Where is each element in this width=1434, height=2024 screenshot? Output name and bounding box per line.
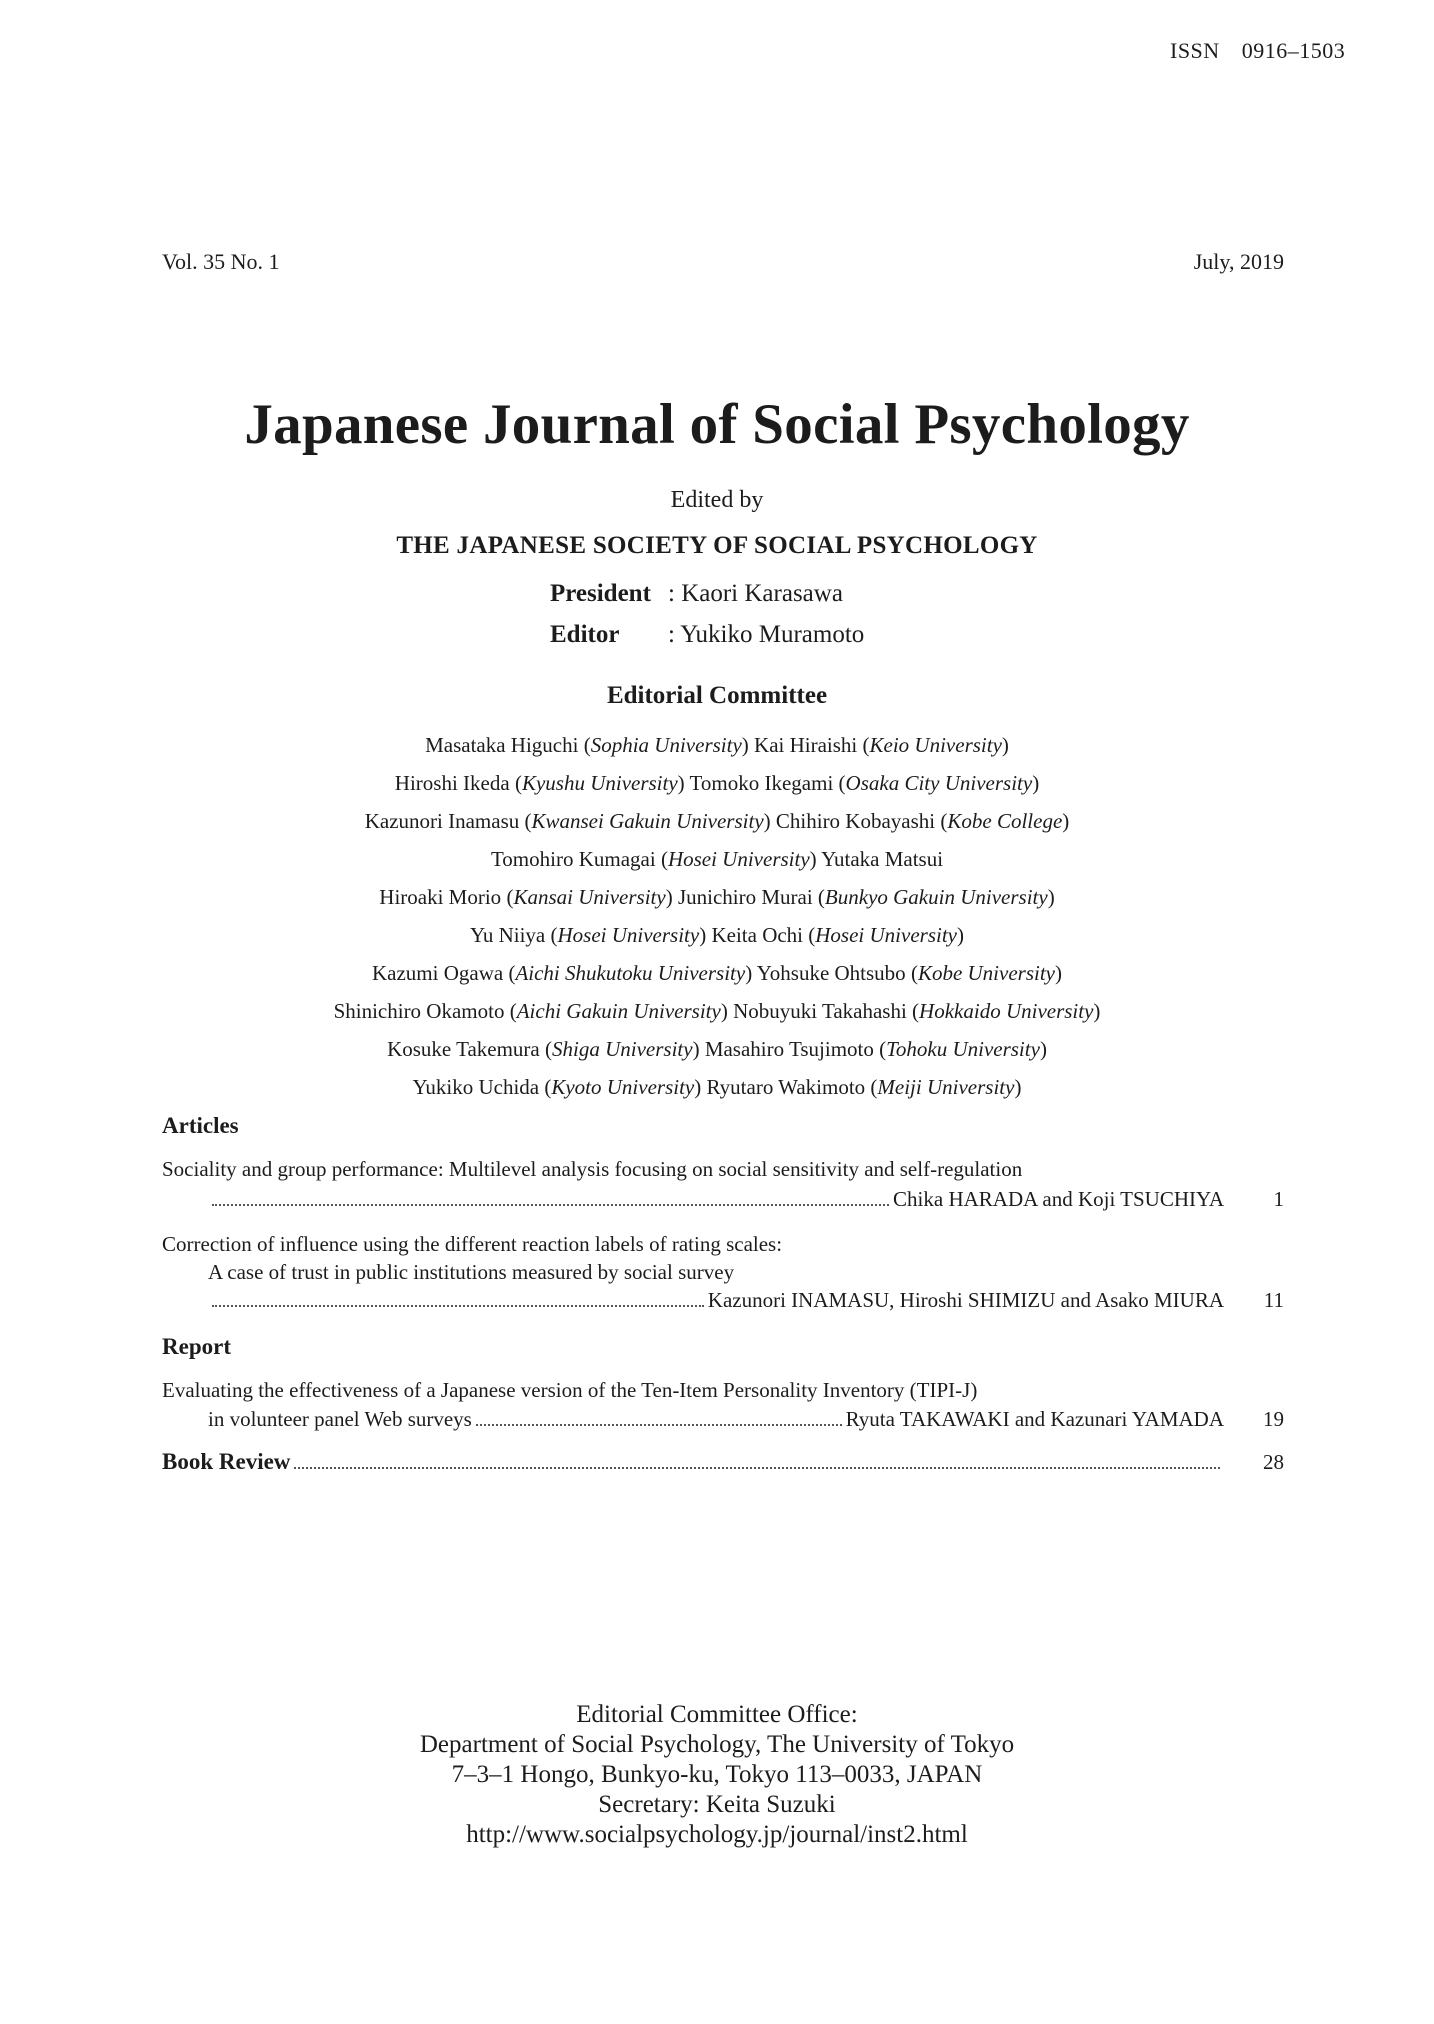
member-affiliation: Aichi Shukutoku University xyxy=(515,961,746,985)
committee-row: Tomohiro Kumagai (Hosei University) Yutaka Matsui xyxy=(490,847,944,871)
member-affiliation: Kwansei Gakuin University xyxy=(531,809,764,833)
member-name: Kazumi Ogawa xyxy=(371,961,504,985)
dot-leader xyxy=(476,1424,842,1426)
member-name: Shinichiro Okamoto xyxy=(333,999,505,1023)
member-name: Hiroaki Morio xyxy=(379,885,502,909)
member-name: Tomohiro Kumagai xyxy=(490,847,656,871)
president-line xyxy=(550,580,843,608)
article1-page: 1 xyxy=(1273,1187,1284,1211)
member-name: Kazunori Inamasu xyxy=(364,809,520,833)
committee-members xyxy=(0,726,1434,1106)
editor-label: Editor xyxy=(550,621,620,648)
edited-by: Edited by xyxy=(670,487,764,513)
member-name: Hiroshi Ikeda xyxy=(394,771,510,795)
member-affiliation: Aichi Gakuin University xyxy=(516,999,721,1023)
committee-row: Yu Niiya (Hosei University) Keita Ochi (Hosei University) xyxy=(469,923,964,947)
member-name: Tomoko Ikegami xyxy=(689,771,834,795)
article1-title[interactable]: Sociality and group performance: Multilevel analysis focusing on social sensitivity and self-regulation xyxy=(162,1157,1023,1181)
report1-authors: Ryuta TAKAWAKI and Kazunari YAMADA xyxy=(845,1407,1224,1431)
office-address: 7–3–1 Hongo, Bunkyo-ku, Tokyo 113–0033, JAPAN xyxy=(451,1761,983,1788)
member-affiliation: Meiji University xyxy=(877,1075,1015,1099)
member-affiliation: Kobe College xyxy=(947,809,1063,833)
member-name: Chihiro Kobayashi xyxy=(775,809,936,833)
report1-title-line2[interactable]: in volunteer panel Web surveys xyxy=(208,1407,472,1431)
editor-line xyxy=(550,621,864,649)
member-affiliation: Kyoto University xyxy=(551,1075,695,1099)
office-heading: Editorial Committee Office: xyxy=(576,1701,858,1728)
member-affiliation: Sophia University xyxy=(590,733,742,757)
article2-page: 11 xyxy=(1263,1288,1284,1312)
report1-page: 19 xyxy=(1263,1407,1284,1431)
member-name: Nobuyuki Takahashi xyxy=(733,999,907,1023)
committee-row: Shinichiro Okamoto (Aichi Gakuin University) Nobuyuki Takahashi (Hokkaido University) xyxy=(333,999,1101,1023)
office-department: Department of Social Psychology, The University of Tokyo xyxy=(419,1731,1015,1758)
committee-heading: Editorial Committee xyxy=(606,682,828,709)
report-heading: Report xyxy=(162,1334,231,1359)
office-secretary: Secretary: Keita Suzuki xyxy=(598,1791,836,1818)
member-name: Junichiro Murai xyxy=(677,885,813,909)
editorial-office xyxy=(0,1700,1434,1850)
committee-row: Masataka Higuchi (Sophia University) Kai Hiraishi (Keio University) xyxy=(425,733,1009,757)
member-name: Yu Niiya xyxy=(469,923,546,947)
member-affiliation: Osaka City University xyxy=(845,771,1033,795)
society-name: THE JAPANESE SOCIETY OF SOCIAL PSYCHOLOGY xyxy=(396,532,1038,559)
book-review-label[interactable]: Book Review xyxy=(162,1449,291,1474)
office-url[interactable]: http://www.socialpsychology.jp/journal/inst2.html xyxy=(466,1821,968,1848)
member-name: Yutaka Matsui xyxy=(821,847,944,871)
member-affiliation: Hosei University xyxy=(557,923,700,947)
dot-leader xyxy=(294,1467,1220,1469)
member-name: Masataka Higuchi xyxy=(425,733,579,757)
journal-title: Japanese Journal of Social Psychology xyxy=(244,393,1190,456)
volume-number: Vol. 35 No. 1 xyxy=(162,249,280,274)
article2-title-line1[interactable]: Correction of influence using the different reaction labels of rating scales: xyxy=(162,1232,783,1256)
article1-leader xyxy=(208,1187,1284,1212)
member-affiliation: Hokkaido University xyxy=(919,999,1094,1023)
editor-name: : Yukiko Muramoto xyxy=(668,621,865,648)
member-name: Yohsuke Ohtsubo xyxy=(756,961,906,985)
book-review-leader xyxy=(162,1449,1284,1475)
committee-row: Yukiko Uchida (Kyoto University) Ryutaro Wakimoto (Meiji University) xyxy=(412,1075,1022,1099)
report1-title-line1[interactable]: Evaluating the effectiveness of a Japanese version of the Ten-Item Personality Inventory (TIPI-J) xyxy=(162,1378,978,1402)
member-name: Keita Ochi xyxy=(711,923,804,947)
member-name: Yukiko Uchida xyxy=(412,1075,540,1099)
member-affiliation: Kyushu University xyxy=(521,771,678,795)
committee-row: Hiroaki Morio (Kansai University) Junichiro Murai (Bunkyo Gakuin University) xyxy=(379,885,1055,909)
committee-row: Kazumi Ogawa (Aichi Shukutoku University) Yohsuke Ohtsubo (Kobe University) xyxy=(371,961,1062,985)
articles-heading: Articles xyxy=(162,1113,239,1138)
member-name: Kai Hiraishi xyxy=(754,733,858,757)
report1-leader xyxy=(208,1407,1284,1432)
issn-label: ISSN xyxy=(1170,38,1220,63)
member-affiliation: Keio University xyxy=(869,733,1002,757)
committee-row: Kazunori Inamasu (Kwansei Gakuin University) Chihiro Kobayashi (Kobe College) xyxy=(364,809,1070,833)
article1-authors: Chika HARADA and Koji TSUCHIYA xyxy=(893,1187,1224,1211)
committee-row: Hiroshi Ikeda (Kyushu University) Tomoko Ikegami (Osaka City University) xyxy=(394,771,1040,795)
member-affiliation: Bunkyo Gakuin University xyxy=(824,885,1048,909)
president-label: President xyxy=(550,580,651,607)
issn xyxy=(1170,38,1345,64)
article2-title-line2[interactable]: A case of trust in public institutions measured by social survey xyxy=(208,1260,735,1284)
dot-leader xyxy=(212,1204,889,1206)
book-review-page: 28 xyxy=(1263,1450,1284,1474)
member-affiliation: Hosei University xyxy=(667,847,810,871)
member-affiliation: Shiga University xyxy=(552,1037,693,1061)
article2-authors: Kazunori INAMASU, Hiroshi SHIMIZU and Asako MIURA xyxy=(707,1288,1224,1312)
member-affiliation: Hosei University xyxy=(815,923,957,947)
president-name: : Kaori Karasawa xyxy=(668,580,843,607)
member-affiliation: Kobe University xyxy=(917,961,1055,985)
member-affiliation: Tohoku University xyxy=(886,1037,1040,1061)
member-name: Ryutaro Wakimoto xyxy=(706,1075,866,1099)
issue-date: July, 2019 xyxy=(1193,249,1284,274)
dot-leader xyxy=(212,1305,704,1307)
issn-number: 0916–1503 xyxy=(1241,38,1346,63)
member-name: Masahiro Tsujimoto xyxy=(704,1037,874,1061)
committee-row: Kosuke Takemura (Shiga University) Masahiro Tsujimoto (Tohoku University) xyxy=(387,1037,1047,1061)
member-name: Kosuke Takemura xyxy=(387,1037,540,1061)
member-affiliation: Kansai University xyxy=(513,885,666,909)
article2-leader xyxy=(208,1288,1284,1313)
